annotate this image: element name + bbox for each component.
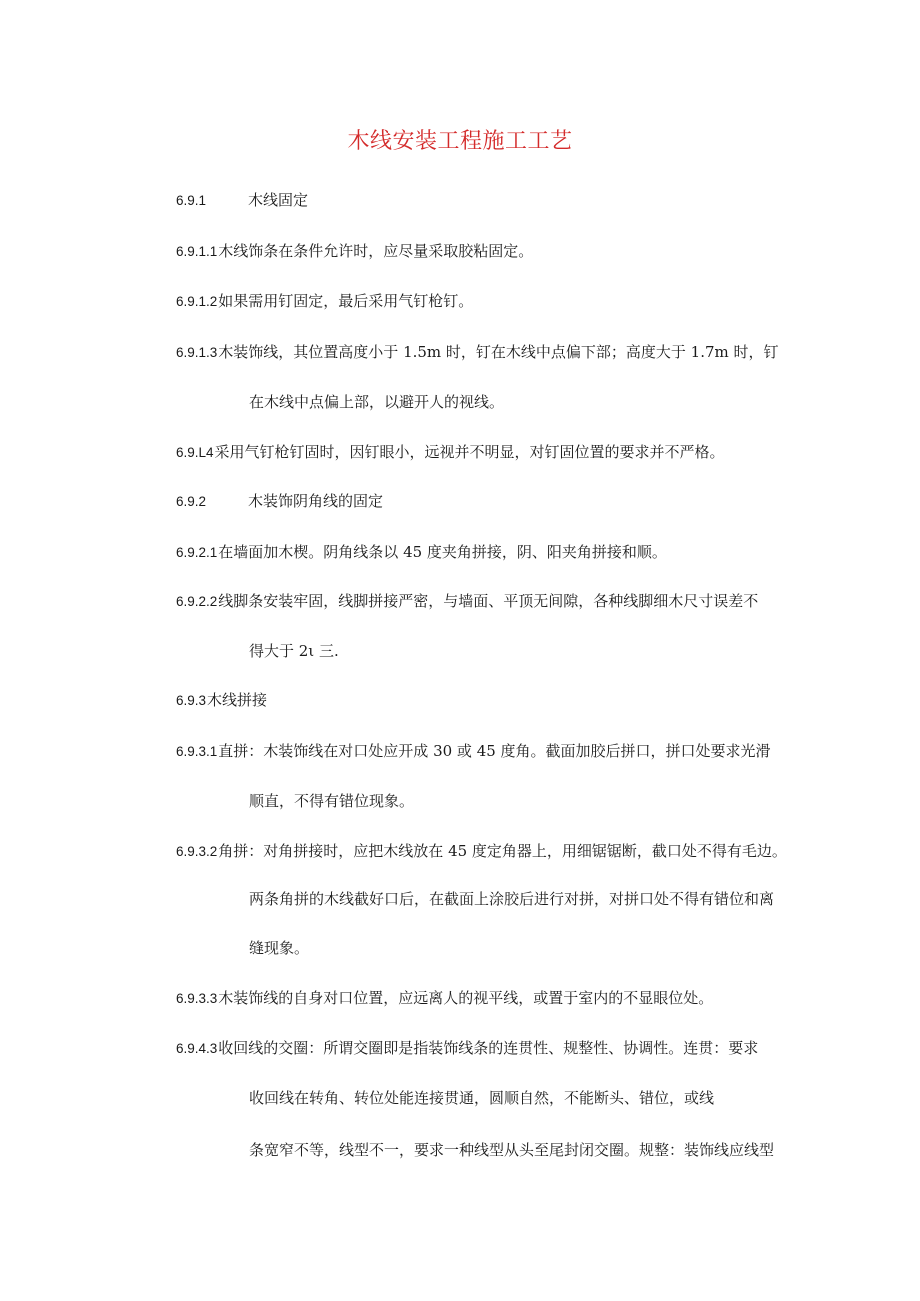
section-text: 木线饰条在条件允许时，应尽量采取胶粘固定。 [218, 242, 534, 260]
section-number: 6.9.3.2 [176, 844, 218, 859]
section-number: 6.9.3 [176, 693, 207, 708]
heading-6-9-2 [176, 490, 796, 513]
paragraph-6-9-3-2-continued-1: 两条角拼的木线截好口后，在截面上涂胶后进行对拼，对拼口处不得有错位和离 [249, 890, 775, 908]
paragraph-6-9-1-4 [176, 441, 796, 464]
section-number: 6.9.1 [176, 193, 207, 208]
paragraph-6-9-4-3-continued-2: 条宽窄不等，线型不一，要求一种线型从头至尾封闭交圈。规整：装饰线应线型 [249, 1141, 775, 1159]
section-text: 角拼：对角拼接时，应把木线放在 45 度定角器上，用细锯锯断，截口处不得有毛边。 [218, 842, 787, 860]
paragraph-6-9-4-3-continued-1: 收回线在转角、转位处能连接贯通，圆顺自然，不能断头、错位，或线 [249, 1089, 715, 1107]
paragraph-6-9-3-2-continued-2: 缝现象。 [249, 939, 310, 957]
section-text: 在墙面加木楔。阴角线条以 45 度夹角拼接，阴、阳夹角拼接和顺。 [218, 543, 667, 561]
section-number: 6.9.L4 [176, 445, 214, 460]
section-text: 线脚条安装牢固，线脚拼接严密，与墙面、平顶无间隙，各种线脚细木尺寸误差不 [218, 592, 759, 610]
section-text: 木装饰阴角线的固定 [248, 492, 384, 510]
heading-6-9-3 [176, 689, 796, 712]
paragraph-6-9-2-2 [176, 590, 796, 613]
paragraph-6-9-2-2-continued: 得大于 2ι 三. [249, 642, 339, 660]
section-text: 木装饰线，其位置高度小于 1.5m 时，钉在木线中点偏下部；高度大于 1.7m 时，钉 [218, 343, 779, 361]
section-number: 6.9.3.3 [176, 991, 218, 1006]
heading-6-9-1 [176, 189, 796, 212]
paragraph-6-9-4-3 [176, 1037, 796, 1060]
section-text: 收回线的交圈：所谓交圈即是指装饰线条的连贯性、规整性、协调性。连贯：要求 [218, 1039, 759, 1057]
section-number: 6.9.1.1 [176, 244, 218, 259]
section-number: 6.9.1.3 [176, 345, 218, 360]
paragraph-6-9-3-1-continued: 顺直，不得有错位现象。 [249, 792, 415, 810]
section-number: 6.9.2.2 [176, 594, 218, 609]
section-number: 6.9.1.2 [176, 294, 218, 309]
paragraph-6-9-3-1 [176, 740, 796, 763]
section-text: 直拼：木装饰线在对口处应开成 30 或 45 度角。截面加胶后拼口，拼口处要求光滑 [218, 742, 771, 760]
paragraph-6-9-1-3-continued: 在木线中点偏上部，以避开人的视线。 [249, 393, 505, 411]
section-text: 木装饰线的自身对口位置，应远离人的视平线，或置于室内的不显眼位处。 [218, 989, 714, 1007]
paragraph-6-9-1-2 [176, 290, 796, 313]
paragraph-6-9-1-1 [176, 240, 796, 263]
section-text: 采用气钉枪钉固时，因钉眼小，远视并不明显，对钉固位置的要求并不严格。 [214, 443, 725, 461]
section-number: 6.9.2 [176, 494, 207, 509]
section-number: 6.9.2.1 [176, 545, 218, 560]
paragraph-6-9-3-3 [176, 987, 796, 1010]
section-number: 6.9.3.1 [176, 744, 218, 759]
paragraph-6-9-3-2 [176, 840, 796, 863]
paragraph-6-9-1-3 [176, 341, 796, 364]
section-text: 木线拼接 [207, 691, 268, 709]
section-text: 如果需用钉固定，最后采用气钉枪钉。 [218, 292, 474, 310]
section-number: 6.9.4.3 [176, 1041, 218, 1056]
document-title: 木线安装工程施工工艺 [347, 129, 573, 154]
section-text: 木线固定 [248, 191, 309, 209]
paragraph-6-9-2-1 [176, 541, 796, 564]
